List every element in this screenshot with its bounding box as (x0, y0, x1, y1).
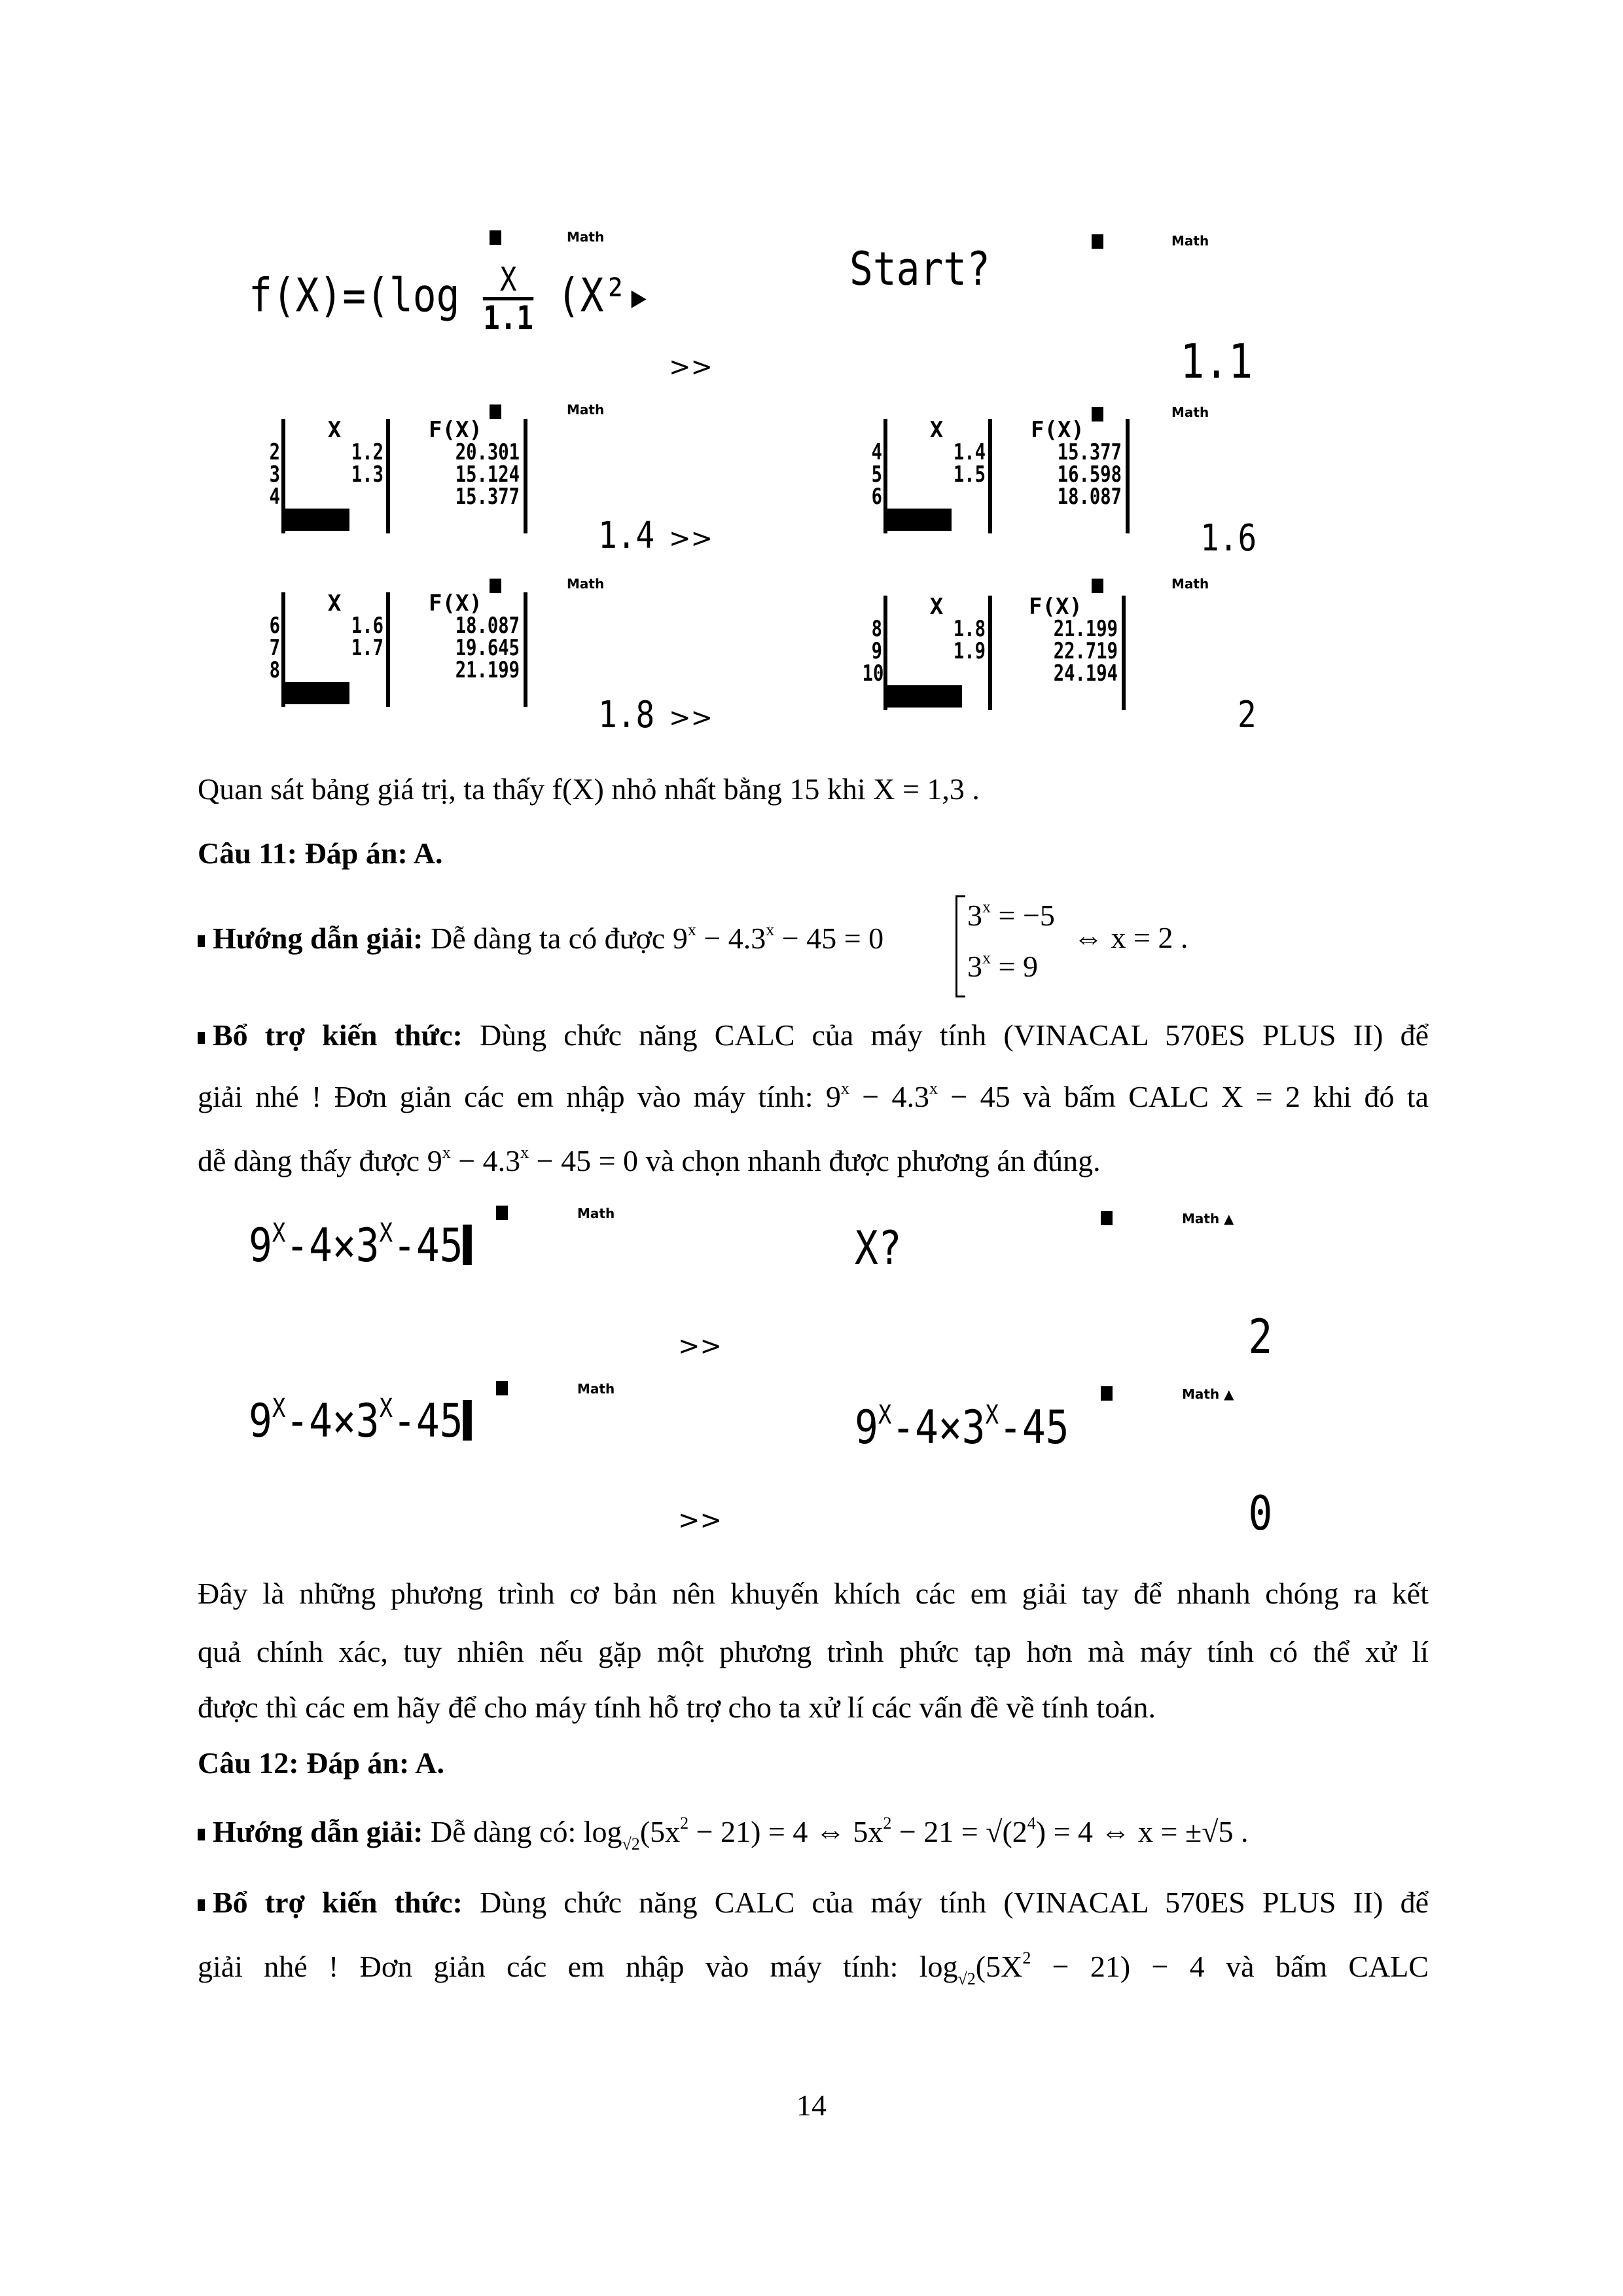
equation: $9^x - 4.3^x - 45 = 0$ (672, 920, 884, 955)
x-value: 1.7 (351, 635, 383, 661)
x-value: 1.8 (351, 657, 383, 683)
row-index: 6 (269, 613, 280, 639)
math-indicator: Math (567, 576, 605, 592)
q12-support-line-1 (198, 1884, 1429, 1921)
q12-guide (198, 1814, 1429, 1854)
row-index: 10 (862, 660, 884, 687)
math: X = 1,3 (873, 772, 965, 806)
next-arrow: >> (669, 703, 713, 733)
header-x: X (929, 594, 944, 620)
math: X = 2 (1221, 1080, 1301, 1113)
header-f: F(X) (1031, 417, 1084, 443)
equation: $\log_{√2}(5x^2 - 21) = 4$ ⇔ $5x^2 - 21 = √(2^4) = 4$ ⇔ x = ±√5 . (583, 1814, 1249, 1854)
observation-paragraph (198, 771, 1429, 808)
calc-expression: $9^X-4\times 3^X-45$ (249, 1219, 472, 1272)
bullet-icon (198, 935, 205, 947)
next-arrow: >> (678, 1505, 722, 1535)
row-index: 5 (871, 461, 882, 488)
x-value: 1.2 (351, 439, 383, 465)
math-indicator: Math (567, 229, 605, 245)
q11-support-line-3 (198, 1143, 1429, 1179)
question-11-title: Câu 11: Đáp án: A. (198, 836, 443, 870)
row-index: 2 (269, 439, 280, 465)
text: giải nhé ! Đơn giản các em nhập vào máy tính: (198, 1950, 919, 1983)
guide-label: Hướng dẫn giải: (213, 1815, 423, 1848)
start-value: 1.1 (1180, 334, 1253, 389)
text: khi đó ta (1300, 1080, 1429, 1113)
text: Dễ dàng có: (423, 1815, 584, 1848)
expression: $\log_{√2}(5X^2 - 21) - 4$ (919, 1948, 1205, 1988)
f-value: 20.301 (455, 439, 520, 465)
support-label: Bổ trợ kiến thức: (213, 1886, 463, 1919)
system-line-2: $3^x = 9$ (967, 948, 1038, 983)
expr-tail: (X²▸ (556, 268, 651, 323)
row-index: 3 (269, 461, 280, 488)
header-x: X (327, 417, 342, 443)
math: f(X) (552, 772, 604, 806)
row-index: 4 (871, 439, 882, 465)
system-line-1: $3^x = -5$ (967, 897, 1055, 932)
x-value: 1.4 (351, 484, 383, 510)
result-value: 0 (1248, 1486, 1272, 1541)
value-table (262, 419, 530, 533)
q11-support-line-1 (198, 1017, 1429, 1054)
text: Quan sát bảng giá trị, ta thấy (198, 772, 552, 806)
f-value: 21.199 (455, 657, 520, 683)
start-prompt: Start? (849, 242, 990, 296)
bullet-icon (198, 1829, 205, 1840)
log-base-x: X (483, 262, 533, 300)
x-value: 1.5 (953, 461, 986, 488)
f-value: 15.377 (1057, 439, 1122, 465)
shift-indicator-icon (496, 1206, 508, 1220)
row-index: 8 (871, 616, 882, 642)
q11-support-line-2 (198, 1079, 1429, 1115)
note-line-3: được thì các em hãy để cho máy tính hỗ trợ cho ta xử lí các vấn đề về tính toán. (198, 1691, 1156, 1724)
calc-expression-result: $9^X-4\times 3^X-45$ (855, 1400, 1069, 1454)
shift-indicator-icon (490, 404, 501, 419)
text: và bấm CALC (1204, 1950, 1429, 1983)
f-value: 18.087 (1057, 484, 1122, 510)
x-value: 1.6 (953, 484, 986, 510)
shift-indicator-icon (1092, 579, 1103, 593)
f-value: 18.087 (455, 613, 520, 639)
note-line-2: quả chính xác, tuy nhiên nếu gặp một phương trình phức tạp hơn mà máy tính có thể xử lí (198, 1635, 1429, 1668)
text: và bấm CALC (1010, 1080, 1222, 1113)
f-value: 24.194 (1053, 660, 1118, 687)
value-table (857, 596, 1126, 710)
next-arrow: >> (669, 524, 713, 554)
row-index: 8 (269, 657, 280, 683)
shift-indicator-icon (1101, 1386, 1113, 1401)
expression: $9^x - 4.3^x - 45$ (825, 1079, 1010, 1113)
header-f: F(X) (429, 417, 482, 443)
q11-guide (198, 920, 1429, 957)
x-value: 1.9 (953, 638, 986, 664)
next-arrow: >> (669, 352, 713, 382)
input-value: 1.4 (598, 514, 654, 557)
cursor (463, 1400, 473, 1441)
input-value: 2 (1238, 694, 1257, 736)
row-index: 6 (871, 484, 882, 510)
math-indicator: Math (1171, 404, 1209, 420)
function-expression (249, 262, 651, 336)
next-arrow: >> (678, 1331, 722, 1361)
x-value: 1.4 (953, 439, 986, 465)
value-table (262, 592, 530, 707)
row-index: 4 (269, 484, 280, 510)
math-indicator: Math ▲ (1182, 1211, 1234, 1227)
question-12-title: Câu 12: Đáp án: A. (198, 1746, 445, 1780)
page-number: 14 (796, 2089, 827, 2122)
math-indicator: Math (567, 402, 605, 418)
shift-indicator-icon (490, 579, 501, 593)
shift-indicator-icon (1101, 1211, 1113, 1225)
text: dễ dàng thấy được (198, 1144, 427, 1177)
math-indicator: Math (577, 1206, 615, 1221)
input-value: 1.8 (598, 694, 654, 736)
x-value: 2 (1248, 1309, 1272, 1364)
math-indicator: Math ▲ (1182, 1386, 1234, 1402)
shift-indicator-icon (490, 230, 501, 245)
text: . (964, 772, 980, 806)
result: ⇔ x = 2 . (1073, 921, 1188, 954)
text: Dùng chức năng CALC của máy tính (VINACAL 570ES PLUS II) để (462, 1018, 1429, 1052)
x-value: 1.3 (351, 461, 383, 488)
note-line-1: Đây là những phương trình cơ bản nên khuyến khích các em giải tay để nhanh chóng ra kết (198, 1577, 1429, 1610)
header-f: F(X) (429, 590, 482, 617)
q12-support-line-2 (198, 1948, 1429, 1988)
input-value: 1.6 (1200, 517, 1257, 560)
text: nhỏ nhất bằng 15 khi (603, 772, 874, 806)
expr-text: f(X)=(log (249, 268, 460, 323)
math-indicator: Math (1171, 233, 1209, 249)
text: giải nhé ! Đơn giản các em nhập vào máy tính: (198, 1080, 826, 1113)
f-value: 21.199 (1053, 616, 1118, 642)
x-value: 1.6 (351, 613, 383, 639)
guide-label: Hướng dẫn giải: (213, 922, 423, 955)
log-base-num: 1.1 (483, 299, 534, 337)
header-x: X (929, 417, 944, 443)
x-value: 2 (974, 660, 986, 687)
text: và chọn nhanh được phương án đúng. (638, 1144, 1101, 1177)
math-indicator: Math (577, 1381, 615, 1397)
f-value: 19.645 (455, 635, 520, 661)
header-f: F(X) (1029, 594, 1082, 620)
system-bracket (955, 895, 965, 997)
expression: $9^x - 4.3^x - 45 = 0$ (427, 1143, 639, 1177)
f-value: 15.377 (455, 484, 520, 510)
text: Dễ dàng ta có được (423, 922, 673, 955)
row-index: 7 (269, 635, 280, 661)
x-prompt: X? (855, 1221, 902, 1275)
text: Dùng chức năng CALC của máy tính (VINACAL 570ES PLUS II) để (462, 1886, 1429, 1919)
row-index: 9 (871, 638, 882, 664)
bullet-icon (198, 1032, 205, 1044)
bullet-icon (198, 1899, 205, 1911)
shift-indicator-icon (496, 1381, 508, 1395)
f-value: 16.598 (1057, 461, 1122, 488)
f-value: 22.719 (1053, 638, 1118, 664)
value-table (864, 419, 1132, 533)
cursor (463, 1225, 473, 1265)
shift-indicator-icon (1092, 234, 1103, 249)
header-x: X (327, 590, 342, 617)
f-value: 15.124 (455, 461, 520, 488)
x-value: 1.8 (953, 616, 986, 642)
calc-expression: $9^X-4\times 3^X-45$ (249, 1394, 472, 1448)
math-indicator: Math (1171, 576, 1209, 592)
support-label: Bổ trợ kiến thức: (213, 1018, 463, 1052)
